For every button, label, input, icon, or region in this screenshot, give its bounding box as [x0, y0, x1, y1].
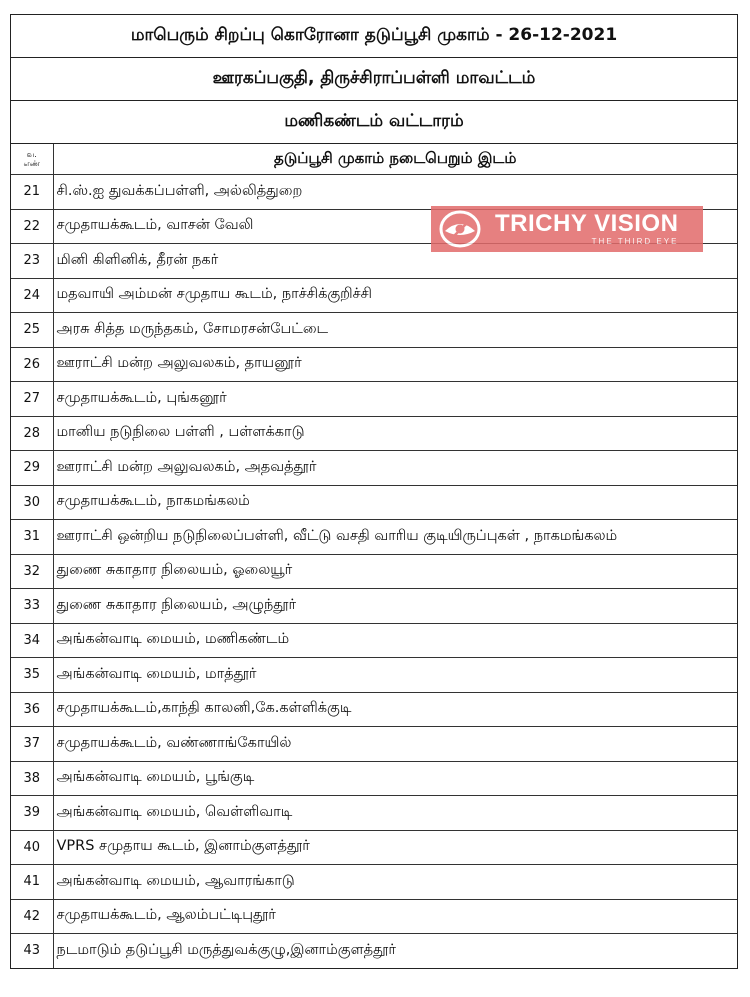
serial-number-cell: 31: [11, 520, 53, 555]
camp-location-cell: சமுதாயக்கூடம், நாகமங்கலம்: [53, 485, 737, 520]
serial-number-cell: 28: [11, 416, 53, 451]
watermark-brand: TRICHY VISION: [495, 210, 679, 237]
table-row: [11, 727, 737, 762]
camp-location-cell: அங்கன்வாடி மையம், பூங்குடி: [53, 761, 737, 796]
serial-number-cell: 33: [11, 589, 53, 624]
table-row: [11, 899, 737, 934]
table-row: [11, 623, 737, 658]
serial-number-cell: 40: [11, 830, 53, 865]
serial-number-header: [11, 144, 53, 175]
serial-number-cell: 34: [11, 623, 53, 658]
camp-locations-table: [11, 144, 737, 968]
camp-location-cell: சமுதாயக்கூடம்,காந்தி காலனி,கே.கள்ளிக்குடி: [53, 692, 737, 727]
serial-number-cell: 43: [11, 934, 53, 968]
table-row: [11, 485, 737, 520]
serial-number-cell: 26: [11, 347, 53, 382]
document-title: மாபெரும் சிறப்பு கொரோனா தடுப்பூசி முகாம் - 26-12-2021: [11, 15, 737, 58]
table-row: [11, 658, 737, 693]
serial-number-cell: 38: [11, 761, 53, 796]
table-row: [11, 278, 737, 313]
table-row: [11, 796, 737, 831]
camp-location-cell: அங்கன்வாடி மையம், வெள்ளிவாடி: [53, 796, 737, 831]
table-row: [11, 520, 737, 555]
vaccination-camp-sheet: [10, 14, 738, 969]
table-row: [11, 692, 737, 727]
table-row: [11, 554, 737, 589]
serial-number-cell: 21: [11, 175, 53, 210]
table-row: [11, 451, 737, 486]
serial-number-cell: 23: [11, 244, 53, 279]
serial-header-line2: எண்: [23, 159, 40, 168]
camp-location-header: தடுப்பூசி முகாம் நடைபெறும் இடம்: [53, 144, 737, 175]
camp-location-cell: அங்கன்வாடி மையம், மாத்தூர்: [53, 658, 737, 693]
watermark-tagline: THE THIRD EYE: [591, 237, 679, 246]
region-heading: ஊரகப்பகுதி, திருச்சிராப்பள்ளி மாவட்டம்: [11, 58, 737, 101]
camp-location-cell: அங்கன்வாடி மையம், மணிகண்டம்: [53, 623, 737, 658]
block-heading: மணிகண்டம் வட்டாரம்: [11, 101, 737, 144]
camp-location-cell: சமுதாயக்கூடம், புங்கனூர்: [53, 382, 737, 417]
serial-number-cell: 27: [11, 382, 53, 417]
serial-number-cell: 22: [11, 209, 53, 244]
camp-location-cell: ஊராட்சி ஒன்றிய நடுநிலைப்பள்ளி, வீட்டு வசதி வாரிய குடியிருப்புகள் , நாகமங்கலம்: [53, 520, 737, 555]
camp-location-cell: துணை சுகாதார நிலையம், ஓலையூர்: [53, 554, 737, 589]
serial-header-line1: வ.: [26, 150, 37, 159]
camp-location-cell: ஊராட்சி மன்ற அலுவலகம், தாயனூர்: [53, 347, 737, 382]
table-row: [11, 865, 737, 900]
table-row: [11, 934, 737, 968]
serial-number-cell: 37: [11, 727, 53, 762]
camp-location-cell: VPRS சமுதாய கூடம், இனாம்குளத்தூர்: [53, 830, 737, 865]
serial-number-cell: 30: [11, 485, 53, 520]
eye-logo-icon: [431, 206, 489, 252]
table-row: [11, 313, 737, 348]
serial-number-cell: 39: [11, 796, 53, 831]
serial-number-cell: 41: [11, 865, 53, 900]
camp-location-cell: ஊராட்சி மன்ற அலுவலகம், அதவத்தூர்: [53, 451, 737, 486]
camp-location-cell: சமுதாயக்கூடம், வண்ணாங்கோயில்: [53, 727, 737, 762]
camp-location-cell: சமுதாயக்கூடம், ஆலம்பட்டிபுதூர்: [53, 899, 737, 934]
serial-number-cell: 35: [11, 658, 53, 693]
camp-location-cell: நடமாடும் தடுப்பூசி மருத்துவக்குழு,இனாம்குளத்தூர்: [53, 934, 737, 968]
camp-location-cell: அரசு சித்த மருந்தகம், சோமரசன்பேட்டை: [53, 313, 737, 348]
camp-location-cell: துணை சுகாதார நிலையம், அழுந்தூர்: [53, 589, 737, 624]
camp-location-cell: அங்கன்வாடி மையம், ஆவாரங்காடு: [53, 865, 737, 900]
serial-number-cell: 32: [11, 554, 53, 589]
table-row: [11, 416, 737, 451]
table-row: [11, 175, 737, 210]
camp-location-cell: மானிய நடுநிலை பள்ளி , பள்ளக்காடு: [53, 416, 737, 451]
table-row: [11, 589, 737, 624]
serial-number-cell: 36: [11, 692, 53, 727]
trichy-vision-watermark: [431, 206, 703, 252]
table-row: [11, 830, 737, 865]
table-row: [11, 761, 737, 796]
serial-number-cell: 42: [11, 899, 53, 934]
table-row: [11, 382, 737, 417]
serial-number-cell: 24: [11, 278, 53, 313]
camp-location-cell: சி.ஸ்.ஐ துவக்கப்பள்ளி, அல்லித்துறை: [53, 175, 737, 210]
camp-location-cell: மினி கிளினிக், தீரன் நகர்: [53, 244, 737, 279]
serial-number-cell: 25: [11, 313, 53, 348]
table-row: [11, 347, 737, 382]
camp-location-cell: மதவாயி அம்மன் சமுதாய கூடம், நாச்சிக்குறிச்சி: [53, 278, 737, 313]
camp-location-cell: சமுதாயக்கூடம், வாசன் வேலி: [53, 209, 737, 244]
serial-number-cell: 29: [11, 451, 53, 486]
